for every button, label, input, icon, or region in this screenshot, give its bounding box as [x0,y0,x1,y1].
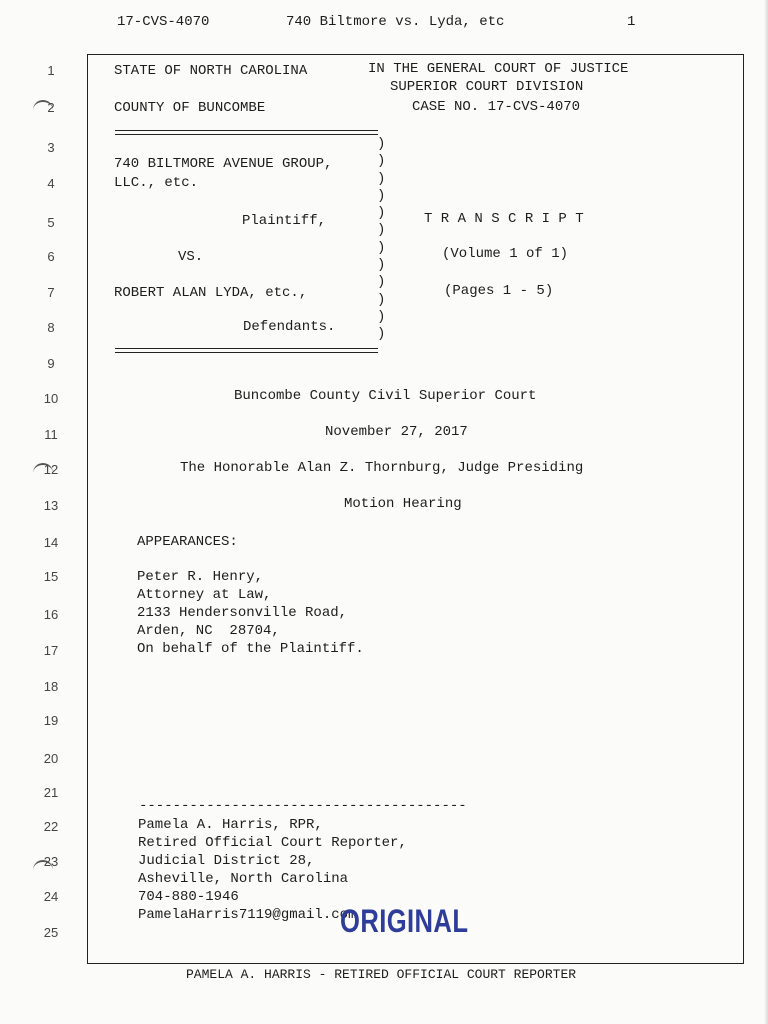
caption-rule-bottom-thin [115,352,378,353]
reporter-email: PamelaHarris7119@gmail.com [138,907,357,923]
attorney-line: 2133 Hendersonville Road, [137,605,348,621]
defendant-label: Defendants. [243,319,336,335]
appearances-label: APPEARANCES: [137,534,238,550]
line-number: 17 [43,643,59,658]
plaintiff-label: Plaintiff, [242,213,327,229]
line-number: 25 [43,925,59,940]
line-number: 2 [47,100,55,115]
reporter-line: Retired Official Court Reporter, [138,835,407,851]
header-page-number: 1 [627,14,636,30]
caption-rule-top-thin [115,134,378,135]
plaintiff-name-line-1: 740 BILTMORE AVENUE GROUP, [114,156,333,172]
county-name: COUNTY OF BUNCOMBE [114,100,266,116]
court-line-2: SUPERIOR COURT DIVISION [390,79,584,95]
caption-parentheses: ) ) ) ) ) ) ) ) ) ) ) ) [377,136,386,343]
line-number: 24 [43,889,59,904]
line-number: 8 [47,320,55,335]
line-number: 3 [47,140,55,155]
line-number: 18 [43,679,59,694]
pages-info: (Pages 1 - 5) [444,283,554,299]
line-number: 21 [43,785,59,800]
line-number: 12 [43,462,59,477]
defendant-name: ROBERT ALAN LYDA, etc., [114,285,308,301]
case-number: CASE NO. 17-CVS-4070 [412,99,581,115]
hearing-date: November 27, 2017 [325,424,468,440]
attorney-line: Peter R. Henry, [137,569,264,585]
line-number: 22 [43,819,59,834]
line-number: 6 [47,249,55,264]
line-number: 23 [43,854,59,869]
line-number: 7 [47,285,55,300]
court-name: Buncombe County Civil Superior Court [234,388,537,404]
line-number: 9 [47,356,55,371]
volume-info: (Volume 1 of 1) [442,246,569,262]
footer: PAMELA A. HARRIS - RETIRED OFFICIAL COURT REPORTER [186,967,577,982]
reporter-line: Judicial District 28, [138,853,315,869]
line-number: 19 [43,713,59,728]
signature-separator: --------------------------------------- [139,798,467,814]
reporter-line: 704-880-1946 [138,889,239,905]
caption-rule-top [115,130,378,131]
line-number: 4 [47,176,55,191]
header-case-number: 17-CVS-4070 [117,14,210,30]
versus: VS. [178,249,204,265]
header-case-title: 740 Biltmore vs. Lyda, etc [286,14,505,30]
line-number: 16 [43,607,59,622]
line-number: 1 [47,63,55,78]
line-number: 5 [47,215,55,230]
page-edge-shadow [764,0,768,1024]
line-number: 13 [43,498,59,513]
original-stamp: ORIGINAL [340,903,469,939]
attorney-line: Arden, NC 28704, [137,623,280,639]
line-number: 11 [44,427,58,442]
reporter-line: Asheville, North Carolina [138,871,349,887]
attorney-line: On behalf of the Plaintiff. [137,641,364,657]
line-number: 10 [43,391,59,406]
line-number: 15 [43,569,59,584]
state-name: STATE OF NORTH CAROLINA [114,63,308,79]
caption-rule-bottom [115,348,378,349]
line-number: 20 [43,751,59,766]
line-number: 14 [43,535,59,550]
attorney-line: Attorney at Law, [137,587,272,603]
presiding-judge: The Honorable Alan Z. Thornburg, Judge Presiding [180,460,584,476]
plaintiff-name-line-2: LLC., etc. [114,175,199,191]
hearing-type: Motion Hearing [344,496,462,512]
court-line-1: IN THE GENERAL COURT OF JUSTICE [368,61,629,77]
transcript-title: T R A N S C R I P T [424,211,584,227]
reporter-line: Pamela A. Harris, RPR, [138,817,323,833]
